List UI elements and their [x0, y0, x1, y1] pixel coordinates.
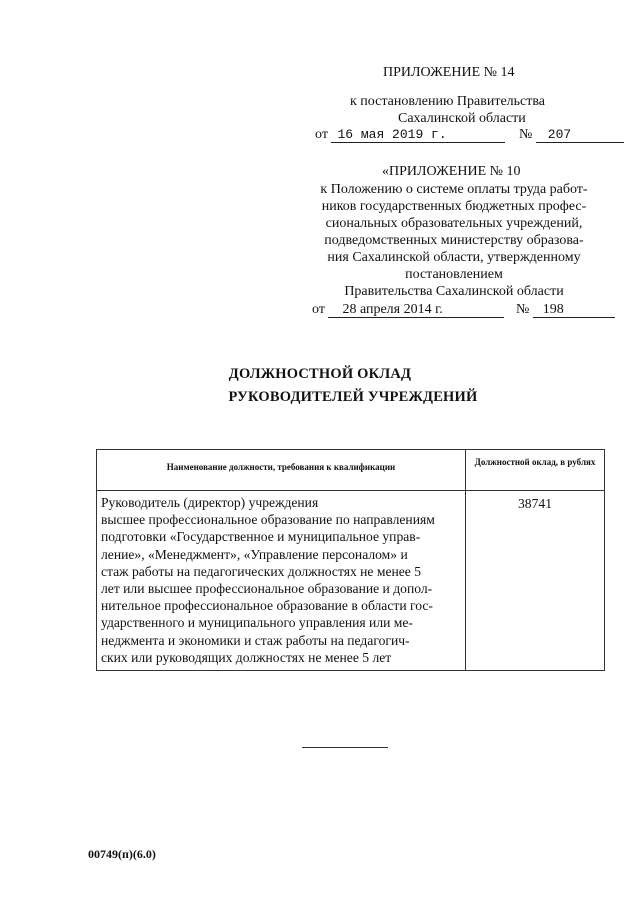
annex14-line1: к постановлению Правительства	[350, 94, 546, 109]
annex10-number: 198	[533, 302, 615, 318]
annex14-number: 207	[536, 127, 624, 143]
position-line: ление», «Менеджмент», «Управление персоналом» и	[101, 546, 408, 562]
annex10-from-label: от	[312, 302, 325, 317]
position-line: ударственного и муниципального управления или ме-	[101, 615, 413, 631]
annex10-line: постановлением	[405, 267, 503, 282]
position-line: неджмента и экономики и стаж работы на педагогич-	[101, 632, 410, 648]
annex14-num-label: №	[518, 127, 533, 142]
position-line: лет или высшее профессиональное образование и допол-	[101, 581, 433, 597]
position-description-cell	[97, 491, 466, 671]
position-line: ских или руководящих должностях не менее 5 лет	[101, 649, 392, 665]
annex10-date: 28 апреля 2014 г.	[328, 302, 504, 318]
salary-value-cell: 38741	[466, 491, 605, 671]
annex10-heading: «ПРИЛОЖЕНИЕ № 10	[382, 164, 521, 179]
table-header-row	[97, 450, 605, 491]
annex14-from-label: от	[315, 127, 328, 142]
document-title-line1: ДОЛЖНОСТНОЙ ОКЛАД	[228, 366, 412, 382]
separator-line	[302, 747, 388, 748]
annex10-line: ния Сахалинской области, утвержденному	[327, 250, 581, 265]
position-line: Руководитель (директор) учреждения	[101, 495, 319, 510]
document-title-line2: РУКОВОДИТЕЛЕЙ УЧРЕЖДЕНИЙ	[228, 389, 478, 405]
table-row	[97, 491, 605, 671]
position-line: подготовки «Государственное и муниципальное управ-	[101, 529, 421, 545]
annex14-heading: ПРИЛОЖЕНИЕ № 14	[383, 65, 515, 80]
annex10-line: подведомственных министерству образова-	[324, 233, 584, 248]
annex14-line2: Сахалинской области	[398, 111, 526, 126]
column-header-position: Наименование должности, требования к квалификации	[97, 450, 466, 491]
position-line: стаж работы на педагогических должностях не менее 5	[101, 563, 422, 579]
annex10-date-row	[312, 302, 615, 318]
position-line: высшее профессиональное образование по направлениям	[101, 512, 435, 528]
position-line: нительное профессиональное образование в области гос-	[101, 598, 433, 614]
annex10-line: Правительства Сахалинской области	[344, 284, 564, 299]
annex10-line: к Положению о системе оплаты труда работ-	[320, 182, 588, 197]
salary-table	[96, 449, 605, 671]
annex10-description	[306, 181, 602, 300]
annex10-num-label: №	[515, 302, 530, 317]
annex14-date: 16 мая 2019 г.	[331, 127, 505, 143]
document-code: 00749(п)(6.0)	[88, 847, 156, 861]
column-header-salary: Должностной оклад, в рублях	[466, 450, 605, 491]
annex14-date-row	[315, 127, 624, 143]
annex10-line: сиональных образовательных учреждений,	[325, 216, 583, 231]
annex10-line: ников государственных бюджетных профес-	[321, 199, 587, 214]
